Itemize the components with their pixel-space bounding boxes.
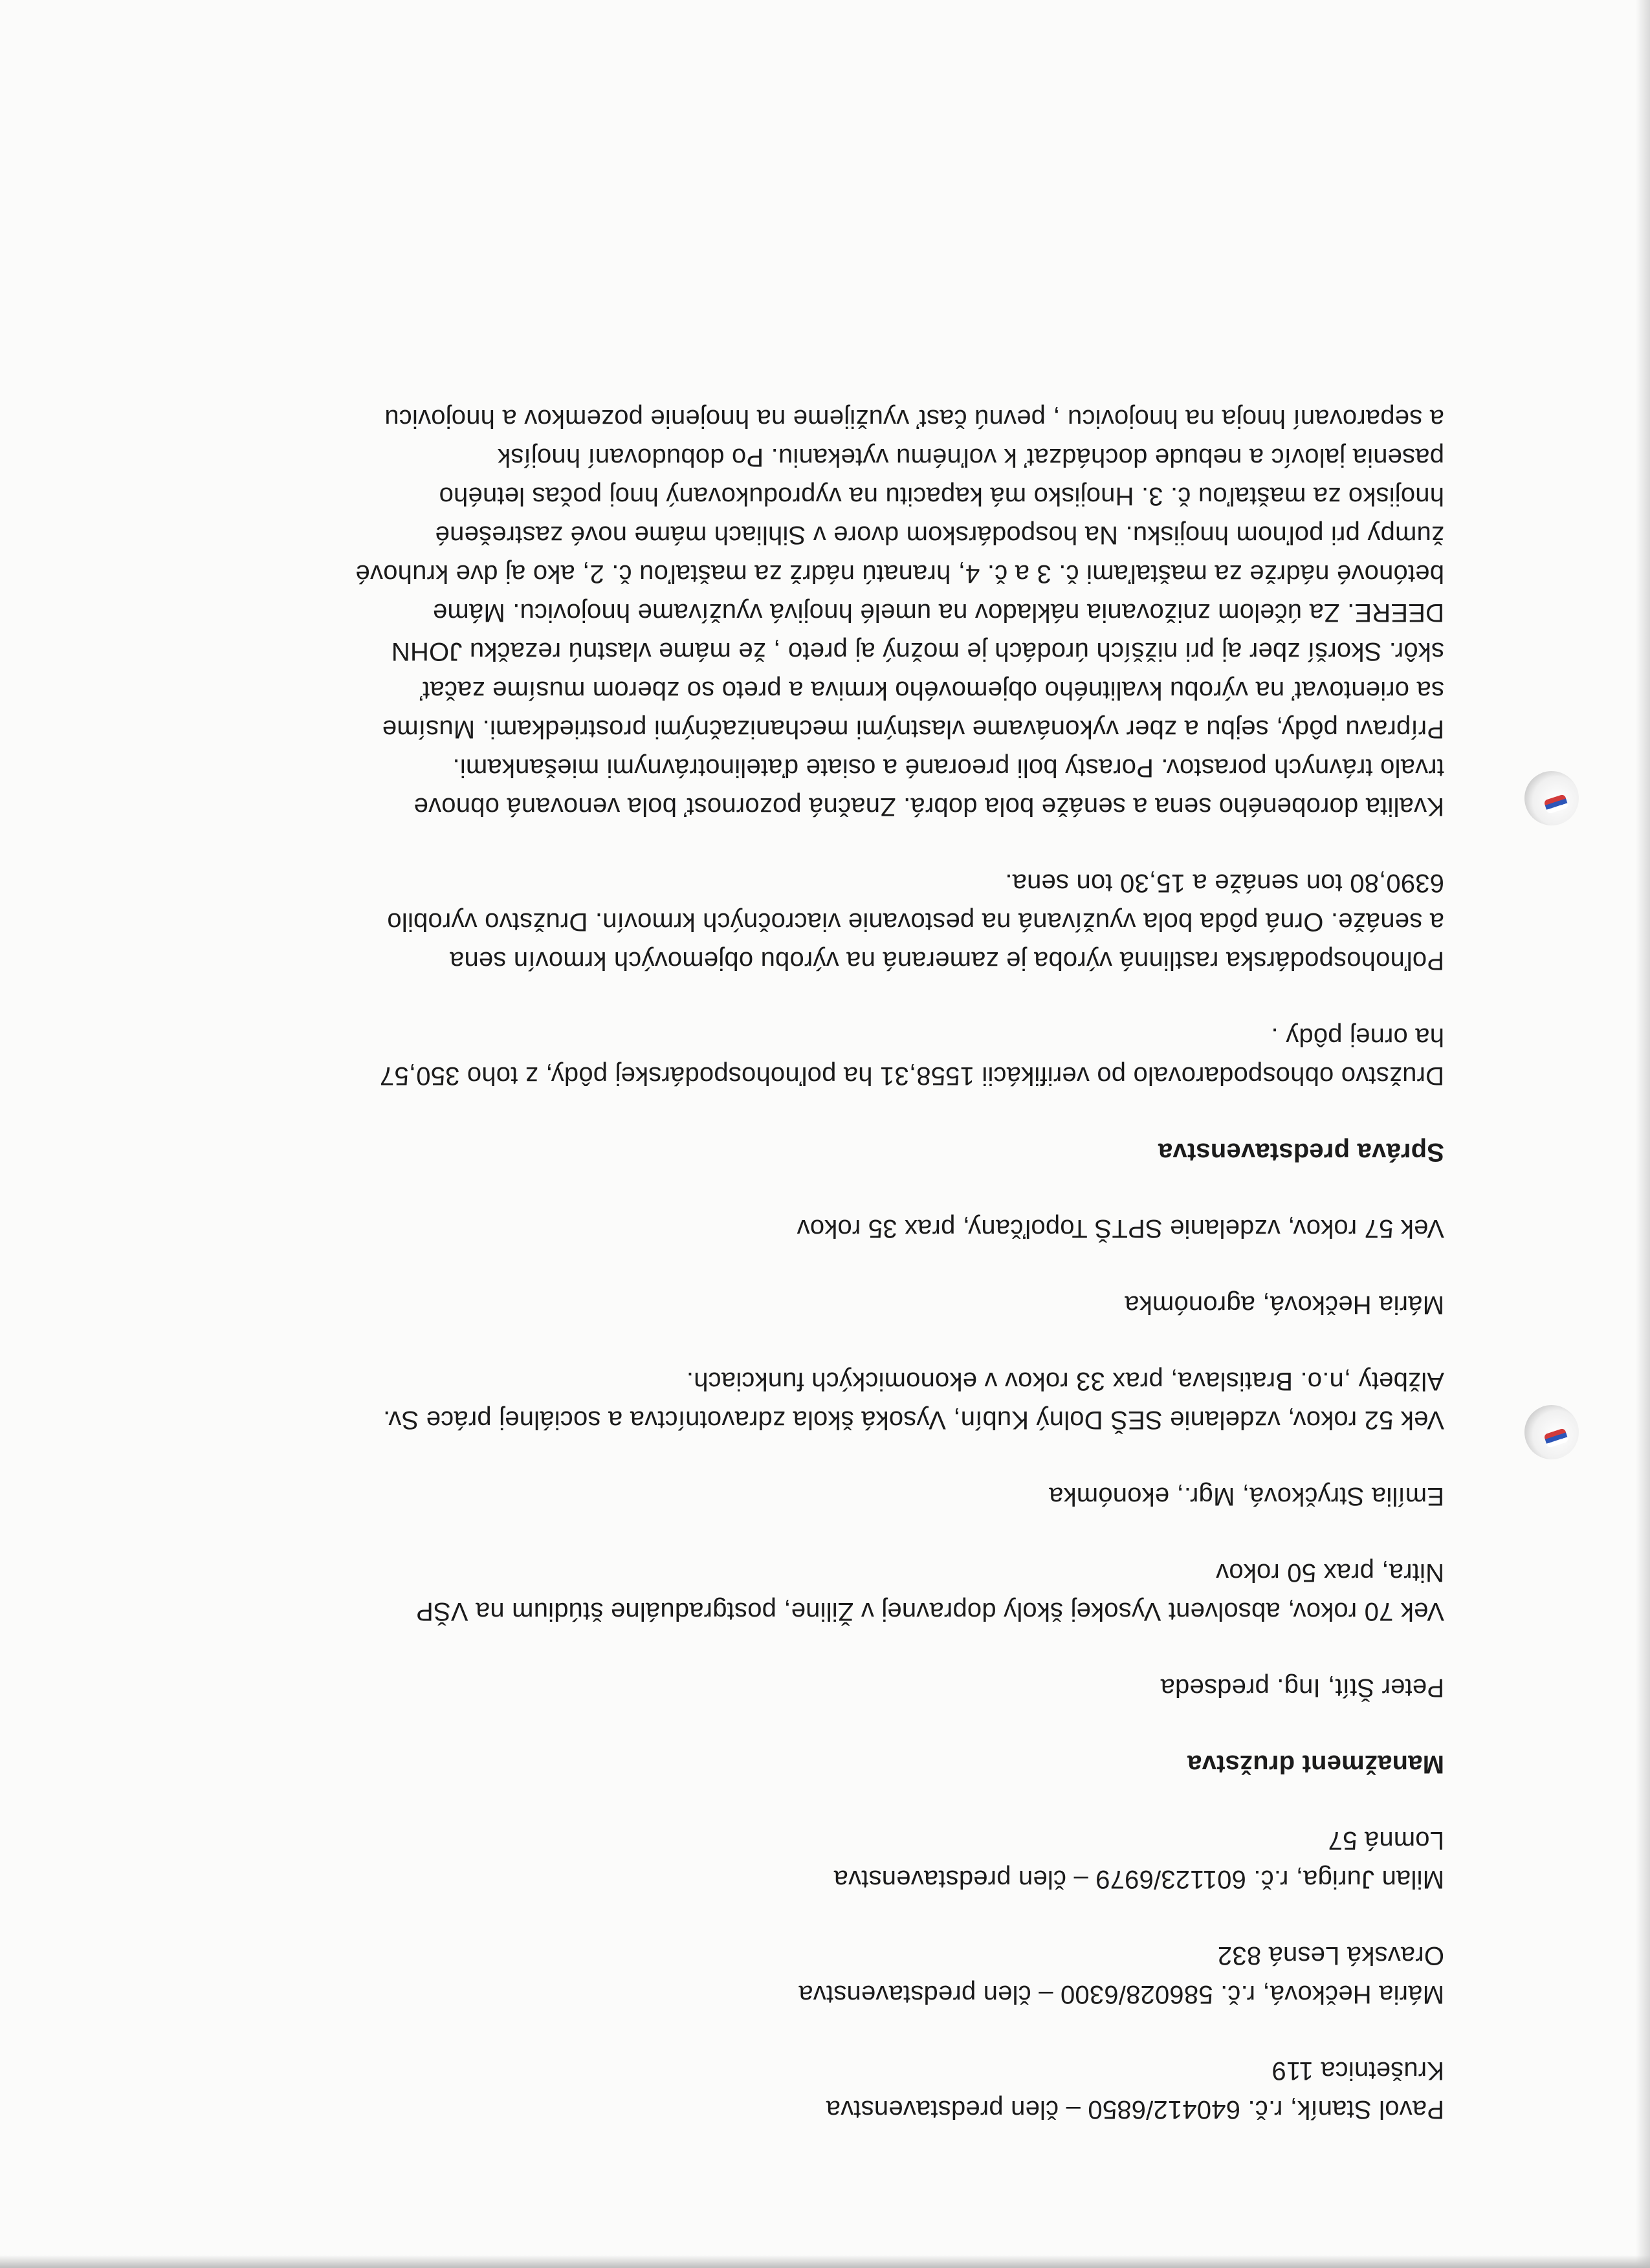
manager-name: Emília Stryčková, Mgr., ekonómka	[1048, 1482, 1444, 1510]
board-member-line: Pavol Staník, r.č. 640412/6850 – člen predstavenstva	[826, 2095, 1444, 2124]
text-line: ha ornej pôdy .	[1271, 1023, 1444, 1051]
manager-description	[195, 1362, 1444, 1439]
text-line: a separovaní hnoja na hnojovicu , pevnú časť využijeme na hnojenie pozemkov a hnojovicu	[384, 404, 1444, 433]
document-body	[195, 399, 1444, 2129]
board-member-address: Lomná 57	[1328, 1826, 1444, 1855]
flag-icon	[1543, 794, 1568, 814]
text-line: betónové nádrže za maštaľami č. 3 a č. 4, hranatú nádrž za maštaľou č. 2, ako aj dve kruhové	[355, 560, 1444, 588]
punch-hole-icon	[1524, 771, 1579, 825]
board-member-address: Krušetnica 119	[1271, 2056, 1444, 2085]
text-line: pasenia jalovíc a nebude dochádzať k voľnému vytekaniu. Po dobudovaní hnojísk	[497, 443, 1444, 472]
text-line: DEERE. Za účelom znižovania nákladov na umelé hnojivá využívame hnojovicu. Máme	[432, 598, 1444, 627]
management-heading: Manažment družstva	[1187, 1750, 1444, 1778]
flag-icon	[1543, 1428, 1568, 1448]
board-member-address: Oravská Lesná 832	[1217, 1941, 1444, 1970]
text-line: hnojisko za maštaľou č. 3. Hnojisko má kapacitu na vyprodukovaný hnoj počas letného	[439, 482, 1444, 510]
manager-name: Mária Hečková, agronómka	[1125, 1291, 1444, 1319]
text-line: Alžbety ,n.o. Bratislava, prax 33 rokov v ekonomických funkciach.	[686, 1367, 1444, 1395]
text-line: Prípravu pôdy, sejbu a zber vykonávame vlastnými mechanizačnými prostriedkami. Musíme	[382, 715, 1444, 743]
text-line: trvalo trávnych porastov. Porasty boli preorané a osiate ďatelinotrávnymi miešankami.	[452, 754, 1444, 782]
text-line: sa orientovať na výrobu kvalitného objemového krmiva a preto so zberom musíme začať	[420, 676, 1444, 704]
text-line: žumpy pri poľnom hnojisku. Na hospodárskom dvore v Sihliach máme nové zastrešené	[435, 521, 1444, 549]
text-line: Družstvo obhospodarovalo po verifikácii 1558,31 ha poľnohospodárskej pôdy, z toho 350,57	[379, 1062, 1444, 1090]
text-line: a senáže. Orná pôda bola využívaná na pestovanie viacročných krmovín. Družstvo vyrobilo	[387, 908, 1444, 936]
report-paragraph-quality	[195, 399, 1444, 826]
manager-description	[195, 1553, 1444, 1631]
text-line: Poľnohospodárska rastlinná výroba je zameraná na výrobu objemových krmovín sena	[449, 946, 1444, 975]
text-line: skôr. Skorší zber aj pri nižších úrodách je možný aj preto , že máme vlastnú rezačku JOHN	[391, 637, 1444, 666]
board-report-heading: Správa predstavenstva	[1158, 1138, 1444, 1166]
text-line: Vek 70 rokov, absolvent Vysokej školy dopravnej v Žiline, postgraduálne štúdium na VŠP	[415, 1597, 1444, 1626]
board-member-line: Milan Juriga, r.č. 601123/6979 – člen predstavenstva	[833, 1865, 1444, 1893]
report-paragraph-land	[195, 1018, 1444, 1095]
punch-hole-icon	[1524, 1405, 1579, 1459]
board-member-line: Mária Hečková, r.č. 586028/6300 – člen predstavenstva	[798, 1980, 1444, 2009]
text-line: Vek 52 rokov, vzdelanie SEŠ Dolný Kubín, Vysoká škola zdravotníctva a sociálnej práce Sv.	[382, 1406, 1444, 1434]
text-line: Nitra, prax 50 rokov	[1215, 1558, 1444, 1587]
manager-description	[195, 1209, 1444, 1248]
text-line: 6390,80 ton senáže a 15,30 ton sena.	[1005, 869, 1444, 897]
text-line: Kvalita dorobeného sena a senáže bola dobrá. Značná pozornosť bola venovaná obnove	[413, 792, 1444, 821]
report-paragraph-production	[195, 864, 1444, 980]
text-line: Vek 57 rokov, vzdelanie SPTŠ Topoľčany, prax 35 rokov	[797, 1214, 1444, 1243]
manager-name: Peter Štít, Ing. predseda	[1160, 1674, 1444, 1702]
